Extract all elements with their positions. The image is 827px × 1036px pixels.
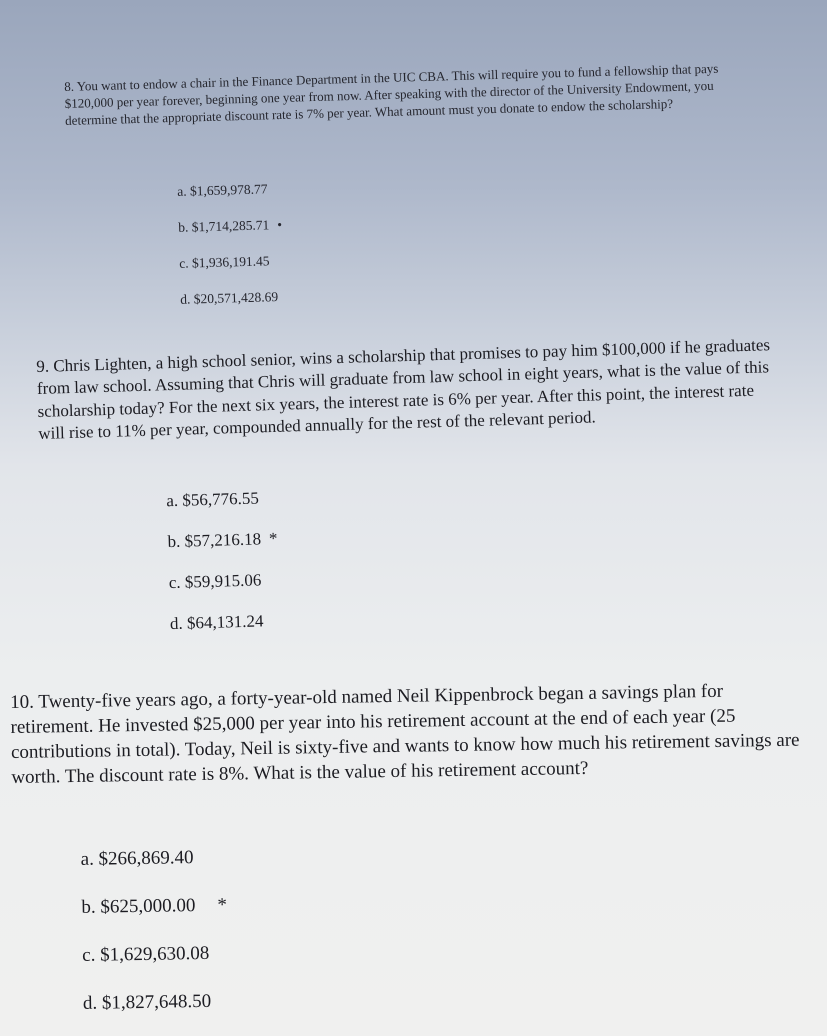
- option-label: b. $625,000.00: [81, 895, 196, 918]
- option-label: a. $1,659,978.77: [177, 181, 268, 199]
- question-8-option-b: [178, 216, 282, 237]
- option-label: d. $1,827,648.50: [82, 990, 212, 1014]
- answer-mark: *: [217, 894, 228, 916]
- answer-mark: [269, 570, 270, 589]
- option-label: c. $1,629,630.08: [82, 942, 210, 966]
- question-10-option-a: [80, 845, 201, 872]
- option-label: c. $1,936,191.45: [179, 253, 270, 271]
- option-label: d. $64,131.24: [169, 611, 264, 634]
- option-label: b. $1,714,285.71: [178, 217, 270, 235]
- question-9-text: 9. Chris Lighten, a high school senior, wins a scholarship that promises to pay him $100,000 if he graduates from law school. Assuming that Chris will graduate from law school in eight years, what is the value of this scholarship today? For the next six years, the interest rate is 6% per year. After this point, the interest rate will rise to 11% per year, compounded annually for the rest of the relevant period.: [36, 335, 771, 444]
- question-10-text: 10. Twenty-five years ago, a forty-year-old named Neil Kippenbrock began a savings plan for retirement. He invested $25,000 per year into his retirement account at the end of each year (25 contributions in total). Today, Neil is sixty-five and wants to know how much his retirement savings are worth. The discount rate is 8%. What is the value of his retirement account?: [10, 680, 800, 789]
- question-9-option-a: [166, 487, 267, 512]
- question-10-option-b: [81, 893, 227, 920]
- option-label: d. $20,571,428.69: [180, 289, 279, 307]
- option-label: b. $57,216.18: [167, 529, 262, 552]
- question-8-option-c: [179, 252, 278, 273]
- question-10-option-c: [82, 941, 218, 968]
- question-10-option-d: [83, 989, 220, 1016]
- question-9-option-c: [168, 569, 269, 594]
- option-label: a. $266,869.40: [80, 847, 194, 870]
- question-9: [36, 334, 778, 634]
- answer-mark: •: [277, 216, 283, 233]
- question-8-text: 8. You want to endow a chair in the Finance Department in the UIC CBA. This will require you to fund a fellowship that pays $120,000 per year forever, beginning one year from now. After speaking with the director of the University Endowment, you determine that the appropriate discount rate is 7% per year. What amount must you donate to endow the scholarship?: [64, 60, 719, 129]
- option-label: c. $59,915.06: [168, 570, 262, 593]
- question-8-option-a: [177, 180, 276, 201]
- answer-mark: [267, 488, 268, 507]
- question-8: [64, 59, 755, 307]
- option-label: a. $56,776.55: [166, 488, 260, 511]
- question-8-option-d: [180, 288, 286, 309]
- question-9-option-d: [170, 610, 272, 635]
- question-9-option-b: [167, 528, 278, 554]
- answer-mark: [271, 611, 272, 630]
- question-10: [10, 677, 811, 1014]
- answer-mark: *: [268, 528, 278, 549]
